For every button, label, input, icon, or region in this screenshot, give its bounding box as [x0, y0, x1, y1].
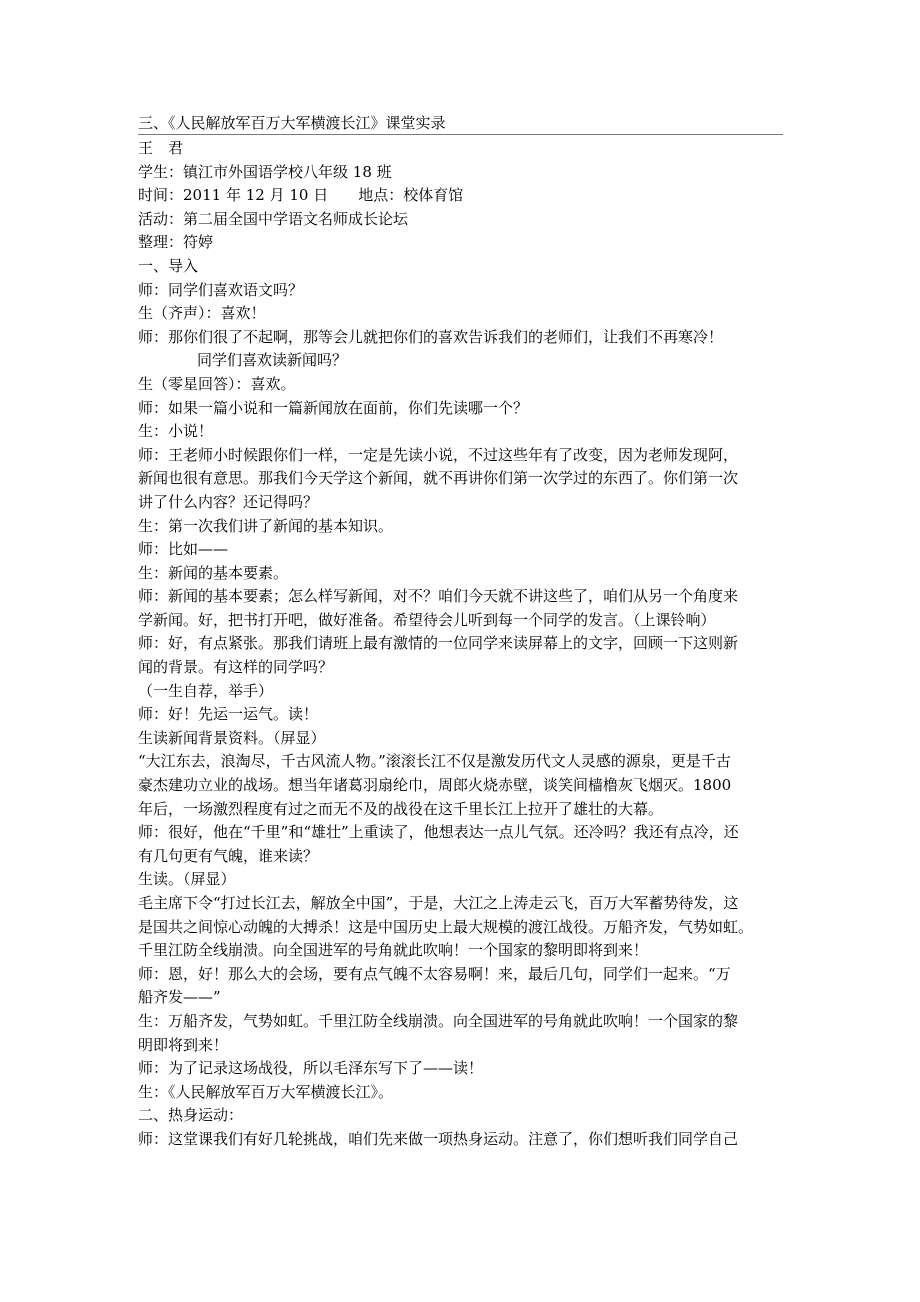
text-line: 生：万船齐发，气势如虹。千里江防全线崩溃。向全国进军的号角就此吹响！一个国家的黎: [138, 1011, 739, 1030]
text-line: 生：《人民解放军百万大军横渡长江》。: [138, 1082, 394, 1101]
text-line: 一、导入: [138, 256, 199, 275]
text-line: 师：新闻的基本要素；怎么样写新闻，对不？咱们今天就不讲这些了，咱们从另一个角度来: [138, 587, 739, 606]
text-line: 有几句更有气魄，谁来读？: [138, 846, 319, 865]
document-title: 三、《人民解放军百万大军横渡长江》课堂实录: [138, 114, 446, 132]
text-line: 师：那你们很了不起啊，那等会儿就把你们的喜欢告诉我们的老师们，让我们不再寒冷！: [138, 327, 724, 346]
text-line: 师：为了记录这场战役，所以毛泽东写下了——读！: [138, 1059, 484, 1078]
text-line: 闻的背景。有这样的同学吗？: [138, 658, 334, 677]
text-line: 师：好！先运一运气。读！: [138, 705, 319, 724]
text-line: 师：很好，他在“千里”和“雄壮”上重读了，他想表达一点儿气氛。还冷吗？我还有点冷，还: [138, 823, 739, 842]
text-line: 师：如果一篇小说和一篇新闻放在面前，你们先读哪一个？: [138, 398, 529, 417]
text-line: 时间：2011 年 12 月 10 日 地点：校体育馆: [138, 186, 464, 205]
text-line: 生读新闻背景资料。（屏显）: [138, 728, 326, 747]
text-line: 师：比如——: [138, 540, 229, 559]
text-line: 船齐发——”: [138, 988, 221, 1007]
text-line: 学生：镇江市外国语学校八年级 18 班: [138, 162, 392, 181]
text-line: 学新闻。好，把书打开吧，做好准备。希望待会儿听到每一个同学的发言。（上课铃响）: [138, 610, 716, 629]
text-line: 同学们喜欢读新闻吗？: [197, 351, 348, 370]
text-line: 新闻也很有意思。那我们今天学这个新闻，就不再讲你们第一次学过的东西了。你们第一次: [138, 469, 739, 488]
header-rule: [138, 134, 783, 135]
text-line: 活动：第二届全国中学语文名师成长论坛: [138, 209, 409, 228]
text-line: 豪杰建功立业的战场。想当年诸葛羽扇纶巾，周郎火烧赤壁，谈笑间樯橹灰飞烟灭。1800: [138, 776, 732, 795]
document-body: [138, 137, 783, 1152]
text-line: 王 君: [138, 139, 184, 157]
text-line: 师：同学们喜欢语文吗？: [138, 280, 304, 299]
text-line: 师：好，有点紧张。那我们请班上最有激情的一位同学来读屏幕上的文字，回顾一下这则新: [138, 634, 739, 653]
text-line: 年后，一场激烈程度有过之而无不及的战役在这千里长江上拉开了雄壮的大幕。: [138, 799, 664, 818]
text-line: 二、热身运动：: [138, 1106, 244, 1125]
text-line: 生：新闻的基本要素。: [138, 563, 289, 582]
text-line: 生（零星回答）：喜欢。: [138, 374, 296, 393]
text-line: 生（齐声）：喜欢！: [138, 304, 266, 323]
text-line: 是国共之间惊心动魄的大搏杀！这是中国历史上最大规模的渡江战役。万船齐发，气势如虹。: [138, 917, 754, 936]
text-line: 生：小说！: [138, 422, 214, 441]
text-line: 生：第一次我们讲了新闻的基本知识。: [138, 516, 394, 535]
text-line: 讲了什么内容？还记得吗？: [138, 492, 319, 511]
text-line: “大江东去，浪淘尽，千古风流人物。”滚滚长江不仅是激发历代文人灵感的源泉，更是千古: [138, 752, 731, 771]
text-line: 千里江防全线崩溃。向全国进军的号角就此吹响！一个国家的黎明即将到来！: [138, 941, 649, 960]
text-line: 生读。（屏显）: [138, 870, 236, 889]
text-line: （一生自荐，举手）: [138, 681, 274, 700]
text-line: 毛主席下令“打过长江去，解放全中国”，于是，大江之上涛走云飞，百万大军蓄势待发，这: [138, 894, 739, 912]
text-line: 明即将到来！: [138, 1035, 229, 1054]
text-line: 师：恩，好！那么大的会场，要有点气魄不太容易啊！来，最后几句，同学们一起来。“万: [138, 964, 731, 983]
text-line: 师：王老师小时候跟你们一样，一定是先读小说，不过这些年有了改变，因为老师发现阿，: [138, 445, 739, 464]
document-page: [138, 112, 783, 1152]
text-line: 师：这堂课我们有好几轮挑战，咱们先来做一项热身运动。注意了，你们想听我们同学自己: [138, 1129, 739, 1148]
text-line: 整理：符婷: [138, 233, 214, 252]
